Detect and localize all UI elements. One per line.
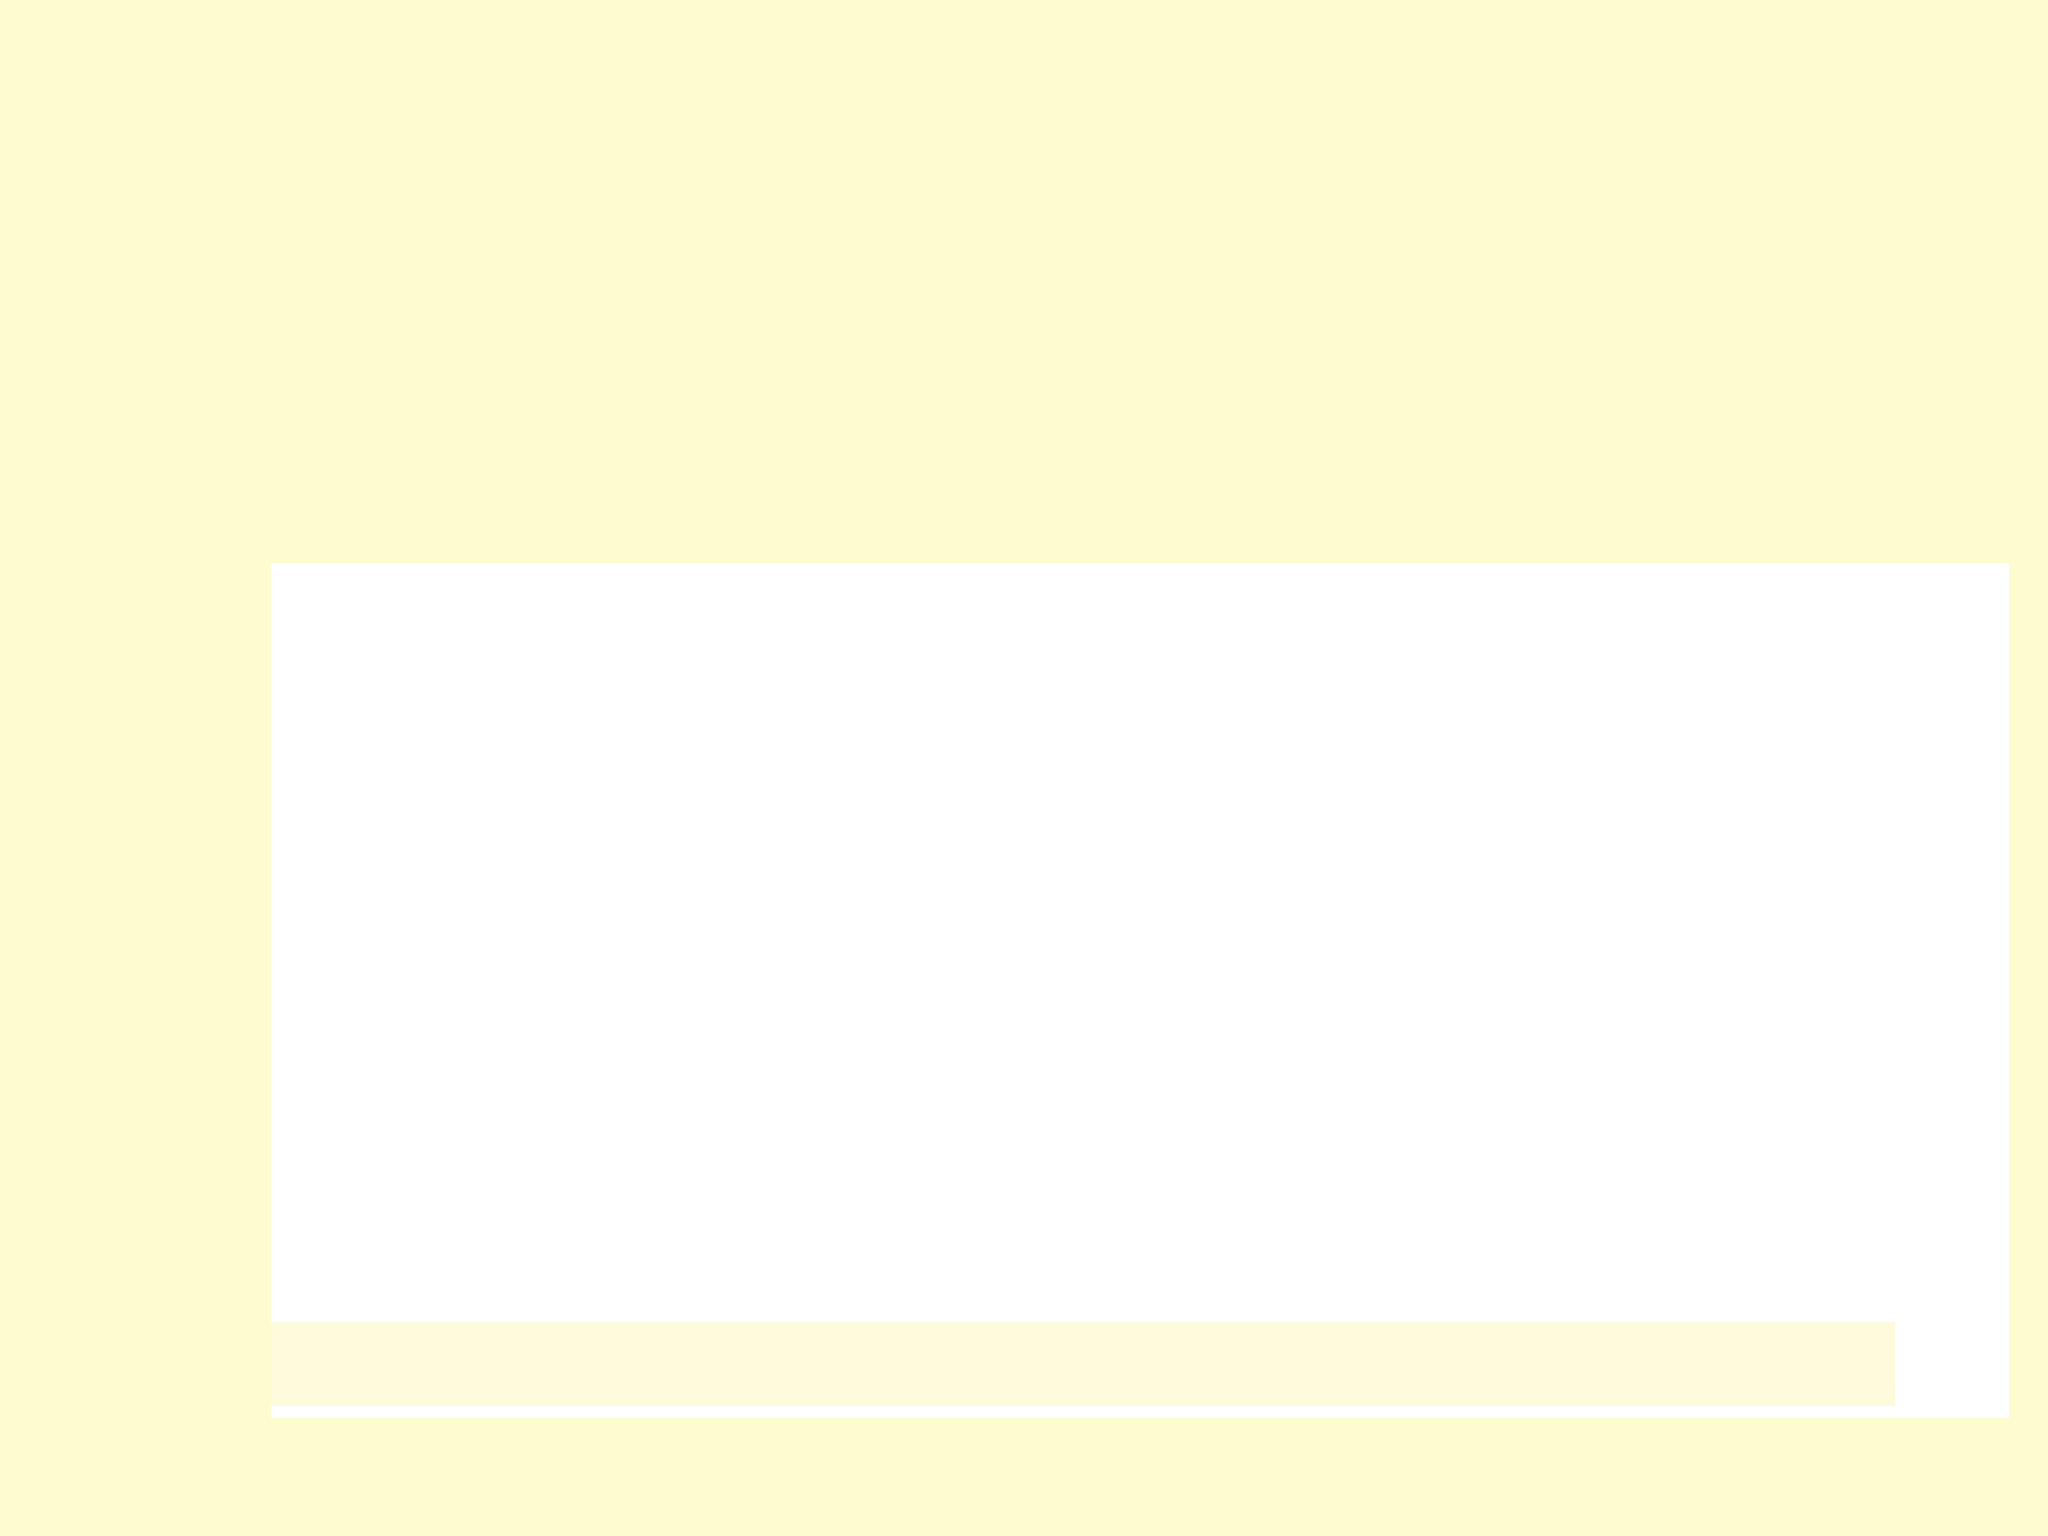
bottom-decorative-band (0, 1518, 2048, 1536)
caption-box (271, 1322, 1895, 1406)
top-decorative-band (0, 0, 2048, 100)
adder-diagram (271, 563, 2009, 1418)
adder-diagram-svg (271, 563, 2009, 1418)
